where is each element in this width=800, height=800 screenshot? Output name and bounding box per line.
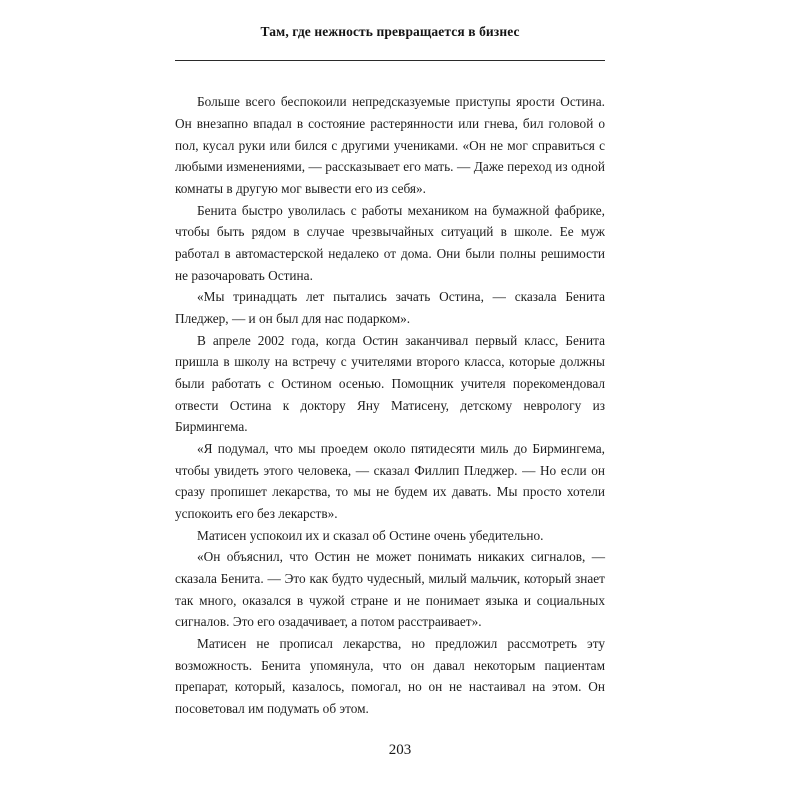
paragraph: Больше всего беспокоили непредсказуемые приступы ярости Остина. Он внезапно впадал в состояние растерянности или гнева, бил головой о пол, кусал руки или бился с другими учениками. «Он не мог справиться с любыми изменениями, — рассказывает его мать. — Даже переход из одной комнаты в другую мог вывести его из себя». <box>175 94 605 196</box>
paragraph: Матисен успокоил их и сказал об Остине очень убедительно. <box>197 527 544 543</box>
running-head: Там, где нежность превращается в бизнес <box>260 24 520 39</box>
paragraph: «Мы тринадцать лет пытались зачать Остина, — сказала Бенита Пледжер, — и он был для нас подарком». <box>175 289 605 326</box>
paragraph: В апреле 2002 года, когда Остин заканчивал первый класс, Бенита пришла в школу на встречу с учителями второго класса, которые должны были работать с Остином осенью. Помощник учителя порекомендовал отвести Остина к доктору Яну Матисену, детскому неврологу из Бирмингема. <box>175 332 605 435</box>
paragraph: Матисен не прописал лекарства, но предложил рассмотреть эту возможность. Бенита упомянула, что он давал некоторым пациентам препарат, который, казалось, помогал, но он не настаивал на этом. Он посоветовал им подумать об этом. <box>175 635 605 716</box>
page-content <box>175 24 605 720</box>
header-divider <box>175 60 605 61</box>
paragraph: «Я подумал, что мы проедем около пятидесяти миль до Бирмингема, чтобы увидеть этого человека, — сказал Филлип Пледжер. — Но если он сразу пропишет лекарства, то мы не будем их давать. Мы просто хотели успокоить его без лекарств». <box>175 440 605 521</box>
paragraph: Бенита быстро уволилась с работы механиком на бумажной фабрике, чтобы быть рядом в случае чрезвычайных ситуаций в школе. Ее муж работал в автомастерской недалеко от дома. Они были полны решимости не разочаровать Остина. <box>175 202 605 283</box>
body-text <box>175 91 605 719</box>
page-number: 203 <box>388 742 412 758</box>
paragraph: «Он объяснил, что Остин не может понимать никаких сигналов, — сказала Бенита. — Это как будто чудесный, милый мальчик, который знает так много, оказался в чужой стране и не понимает языка и социальных сигналов. Это его озадачивает, а потом расстраивает». <box>175 549 605 630</box>
